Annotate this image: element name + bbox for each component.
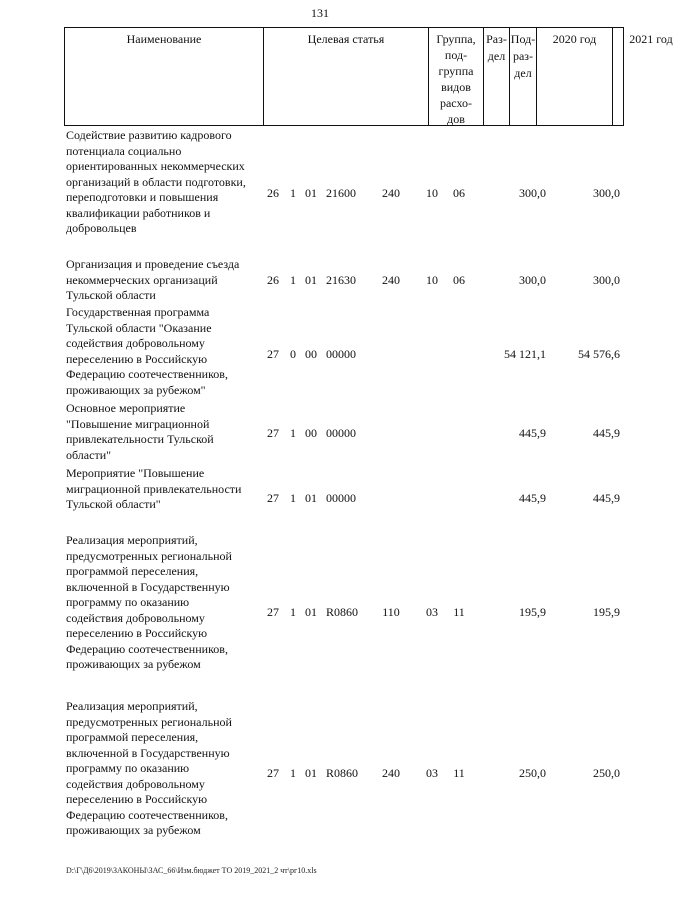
target-subprogram: 1	[290, 766, 296, 780]
section: 03	[426, 605, 438, 619]
row-name: Реализация мероприятий, предусмотренных региональной программой переселения, включенной в Государственную программу по оказанию содействия добровольному переселению в Российскую Федерацию соотечественников, проживающих за рубежом	[66, 699, 232, 837]
amount-2020: 445,9	[519, 491, 546, 505]
header-name: Наименование	[65, 28, 264, 125]
expense-group: 240	[382, 273, 400, 287]
row-name: Государственная программа Тульской области "Оказание содействия добровольному переселению в Российскую Федерацию соотечественников, проживающих за рубежом"	[66, 305, 228, 397]
target-event: 01	[305, 766, 317, 780]
row-name: Содействие развитию кадрового потенциала социально ориентированных некоммерческих организаций в области подготовки, переподготовки и повышения квалификации работников и добровольцев	[66, 128, 246, 235]
target-direction: 21630	[326, 273, 356, 287]
target-subprogram: 1	[290, 605, 296, 619]
expense-group: 240	[382, 186, 400, 200]
amount-2020: 445,9	[519, 426, 546, 440]
target-subprogram: 0	[290, 347, 296, 361]
subsection: 11	[453, 605, 465, 619]
header-subsection: Под- раз- дел	[510, 28, 537, 125]
target-event: 00	[305, 426, 317, 440]
target-program: 27	[267, 766, 279, 780]
amount-2021: 445,9	[593, 491, 620, 505]
target-program: 27	[267, 491, 279, 505]
amount-2020: 300,0	[519, 273, 546, 287]
row-name: Реализация мероприятий, предусмотренных региональной программой переселения, включенной в Государственную программу по оказанию содействия добровольному переселению в Российскую Федерацию соотечественников, проживающих за рубежом	[66, 533, 232, 671]
target-event: 01	[305, 273, 317, 287]
target-event: 01	[305, 605, 317, 619]
target-subprogram: 1	[290, 426, 296, 440]
amount-2021: 250,0	[593, 766, 620, 780]
table-header	[64, 27, 673, 126]
header-group: Группа, под- группа видов расхо- дов	[429, 28, 484, 125]
amount-2021: 300,0	[593, 273, 620, 287]
target-program: 27	[267, 347, 279, 361]
amount-2020: 300,0	[519, 186, 546, 200]
target-direction: 00000	[326, 426, 356, 440]
expense-group: 110	[382, 605, 400, 619]
amount-2021: 195,9	[593, 605, 620, 619]
section: 03	[426, 766, 438, 780]
target-subprogram: 1	[290, 273, 296, 287]
target-subprogram: 1	[290, 491, 296, 505]
header-year-2020: 2020 год	[537, 28, 613, 125]
row-name: Мероприятие "Повышение миграционной привлекательности Тульской области"	[66, 466, 242, 511]
subsection: 11	[453, 766, 465, 780]
subsection: 06	[453, 186, 465, 200]
amount-2020: 195,9	[519, 605, 546, 619]
target-event: 00	[305, 347, 317, 361]
section: 10	[426, 186, 438, 200]
target-direction: 00000	[326, 491, 356, 505]
row-name: Организация и проведение съезда некоммерческих организаций Тульской области	[66, 257, 240, 302]
subsection: 06	[453, 273, 465, 287]
header-section: Раз- дел	[484, 28, 510, 125]
target-event: 01	[305, 491, 317, 505]
expense-group: 240	[382, 766, 400, 780]
target-direction: R0860	[326, 605, 359, 619]
target-program: 27	[267, 426, 279, 440]
target-subprogram: 1	[290, 186, 296, 200]
section: 10	[426, 273, 438, 287]
file-path-footer: D:\Г\Д6\2019\ЗАКОНЫ\ЗАС_66\Изм.бюджет ТО 2019_2021_2 чт\рг10.xls	[66, 866, 317, 875]
amount-2020: 250,0	[519, 766, 546, 780]
target-program: 26	[267, 273, 279, 287]
amount-2021: 54 576,6	[578, 347, 620, 361]
target-event: 01	[305, 186, 317, 200]
amount-2021: 300,0	[593, 186, 620, 200]
page-number: 131	[311, 6, 329, 20]
target-direction: R0860	[326, 766, 359, 780]
target-direction: 21600	[326, 186, 356, 200]
amount-2020: 54 121,1	[504, 347, 546, 361]
target-direction: 00000	[326, 347, 356, 361]
target-program: 27	[267, 605, 279, 619]
row-name: Основное мероприятие "Повышение миграционной привлекательности Тульской области"	[66, 401, 214, 462]
header-year-2021: 2021 год	[629, 32, 673, 46]
target-program: 26	[267, 186, 279, 200]
amount-2021: 445,9	[593, 426, 620, 440]
header-target-article: Целевая статья	[264, 28, 429, 125]
